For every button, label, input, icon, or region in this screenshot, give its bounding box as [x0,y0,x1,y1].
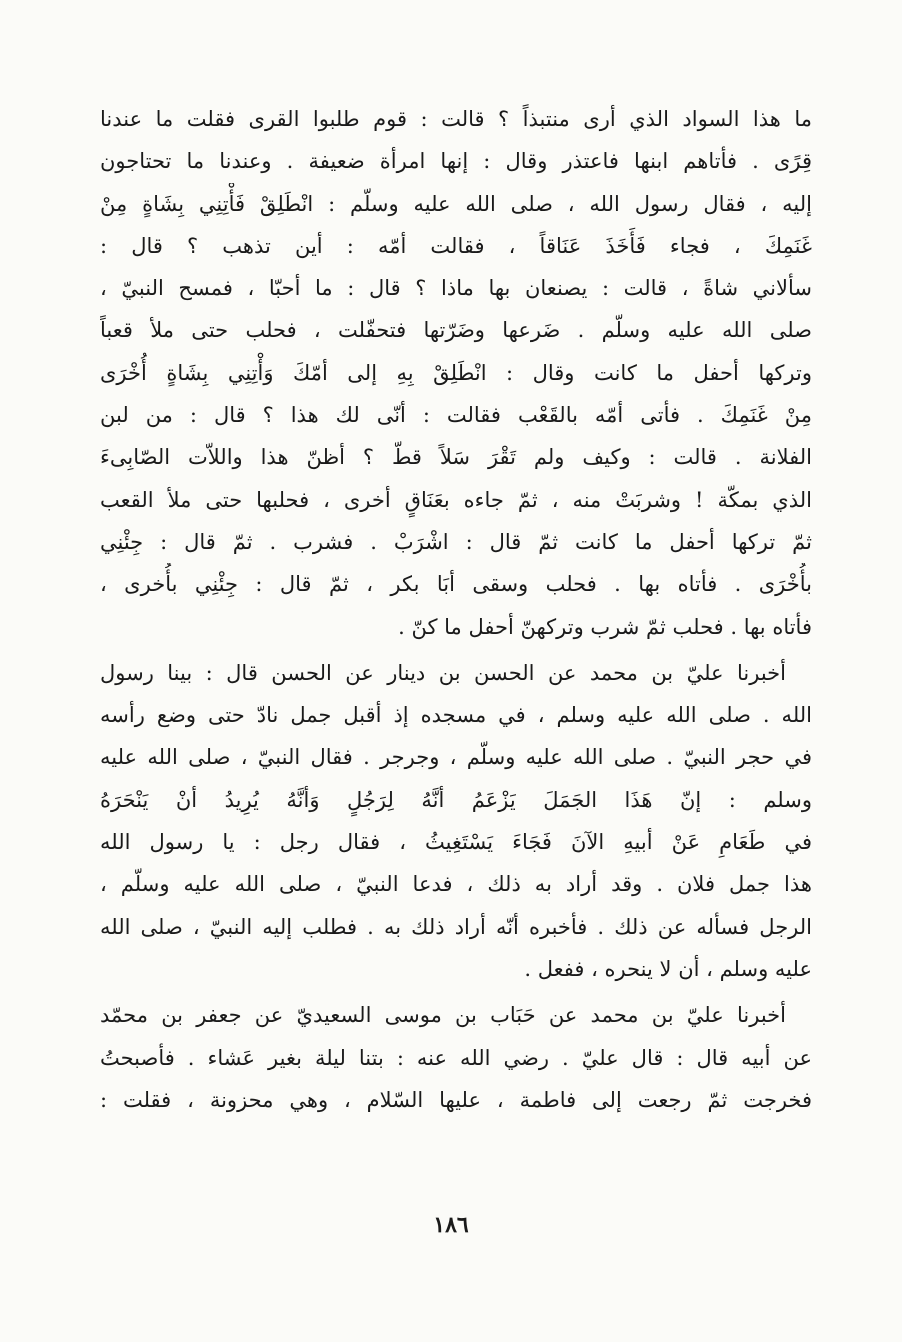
text-line: سألاني شاةً ، قالت : يصنعان بها ماذا ؟ قال : ما أحبّا ، فمسح النبيّ ، [100,276,812,301]
text-line: ما هذا السواد الذي أرى منتبذاً ؟ قالت : قوم طلبوا القرى فقلت ما عندنا [100,107,812,131]
text-line: صلى الله عليه وسلّم . ضَرعها وضَرّتها فتحفّلت ، فحلب حتى ملأ قعباً [100,318,812,343]
text-line: وتركها أحفل ما كانت وقال : انْطَلِقْ بِهِ إلى أمّكَ وَأْتِنِي بِشَاةٍ أُخْرَى [100,360,812,385]
body-text [100,98,812,1121]
text-line: فأتاه بها . فحلب ثمّ شرب وتركهنّ أحفل ما كنّ . [398,614,812,639]
paragraph-2 [100,652,812,990]
text-line: في حجر النبيّ . صلى الله عليه وسلّم ، وجرجر . فقال النبيّ ، صلى الله عليه [100,745,812,770]
text-line: هذا جمل فلان . وقد أراد به ذلك ، فدعا النبيّ ، صلى الله عليه وسلّم ، [100,872,812,897]
text-line: عليه وسلم ، أن لا ينحره ، ففعل . [524,956,812,981]
text-line: أخبرنا عليّ بن محمد عن الحسن بن دينار عن الحسن قال : بينا رسول [100,660,786,685]
text-line: عن أبيه قال : قال عليّ . رضي الله عنه : بتنا ليلة بغير عَشاء . فأصبحتُ [100,1045,812,1070]
text-line: الله . صلى الله عليه وسلم ، في مسجده إذ أقبل جمل نادّ حتى وضع رأسه [100,703,812,728]
text-line: إليه ، فقال رسول الله ، صلى الله عليه وسلّم : انْطَلِقْ فَأْتِنِي بِشَاةٍ مِنْ [100,191,812,216]
text-line: الذي بمكّة ! وشربَتْ منه ، ثمّ جاءه بعَنَاقٍ أخرى ، فحلبها حتى ملأ القعب [100,487,812,512]
text-line: الرجل فسأله عن ذلك . فأخبره أنّه أراد ذلك به . فطلب إليه النبيّ ، صلى الله [100,914,812,939]
text-line: أخبرنا عليّ بن محمد عن حَبَاب بن موسى السعيديّ عن جعفر بن محمّد [100,1003,786,1028]
text-line: وسلم : إنّ هَذَا الجَمَلَ يَزْعَمُ أنَّهُ لِرَجُلٍ وَأنَّهُ يُرِيدُ أنْ يَنْحَرَهُ [100,787,812,812]
paragraph-3 [100,994,812,1121]
text-line: في طَعَامِ عَنْ أبيهِ الآنَ فَجَاءَ يَسْتَغِيثُ ، فقال رجل : يا رسول الله [100,830,812,855]
text-line: ثمّ تركها أحفل ما كانت ثمّ قال : اشْرَبْ . فشرب . ثمّ قال : جِئْنِي [100,529,812,554]
text-line: قِرًى . فأتاهم ابنها فاعتذر وقال : إنها امرأة ضعيفة . وعندنا ما تحتاجون [100,149,812,174]
text-line: فخرجت ثمّ رجعت إلى فاطمة ، عليها السّلام ، وهي محزونة ، فقلت : [100,1087,812,1112]
text-line: بأُخْرَى . فأتاه بها . فحلب وسقى أبَا بكر ، ثمّ قال : جِئْنِي بأُخرى ، [100,572,812,597]
text-line: الفلانة . قالت : وكيف ولم تَقْرَ سَلاً قطّ ؟ أظنّ هذا واللاّت الصّابِىءَ [100,445,812,470]
text-line: مِنْ غَنَمِكَ . فأتى أمّه بالقَعْب فقالت : أنّى لك هذا ؟ قال : من لبن [100,403,812,428]
text-line: غَنَمِكَ ، فجاء فَأَخَذَ عَنَاقاً ، فقالت أمّه : أين تذهب ؟ قال : [100,233,812,258]
paragraph-1 [100,98,812,648]
page-number: ١٨٦ [433,1212,469,1238]
